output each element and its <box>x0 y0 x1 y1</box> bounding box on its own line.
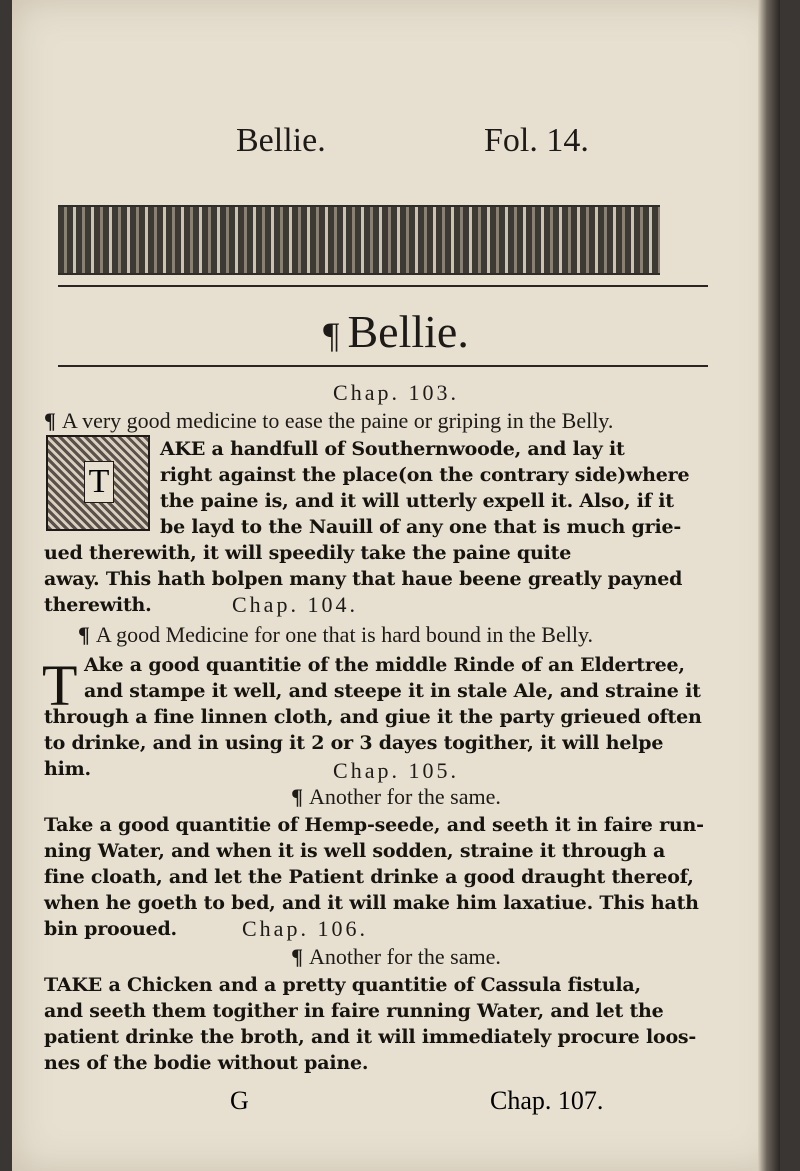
pilcrow-icon: ¶ <box>78 622 90 647</box>
body-line: be layd to the Nauill of any one that is much grie- <box>160 516 682 538</box>
body-line: to drinke, and in using it 2 or 3 dayes togither, it will helpe him. <box>44 732 664 780</box>
chapter-subtitle-104: ¶ A good Medicine for one that is hard bound in the Belly. <box>78 622 594 647</box>
chapter-heading-104: Chap. 104. <box>232 592 358 617</box>
chapter-heading-103: Chap. 103. <box>333 380 459 405</box>
body-line: ning Water, and when it is well sodden, straine it through a <box>44 840 666 862</box>
body-line: Take a good quantitie of Hemp-seede, and seeth it in faire run- <box>44 814 704 836</box>
pilcrow-icon: ¶ <box>323 315 340 355</box>
body-line: fine cloath, and let the Patient drinke a good draught thereof, <box>44 866 694 888</box>
book-spine <box>758 0 780 1171</box>
body-line: bin prooued. <box>44 918 177 940</box>
body-line: therewith. <box>44 594 152 616</box>
initial-letter: T <box>42 653 78 718</box>
header-left: Bellie. <box>236 122 326 159</box>
chapter-heading-105: Chap. 105. <box>333 758 459 783</box>
body-line: AKE a handfull of Southernwoode, and lay it <box>160 438 625 460</box>
body-line: away. This hath bolpen many that haue beene greatly payned <box>44 568 683 590</box>
body-line: nes of the bodie without paine. <box>44 1052 369 1074</box>
body-line: through a fine linnen cloth, and giue it the party grieued often <box>44 706 702 728</box>
pilcrow-icon: ¶ <box>291 944 304 969</box>
body-line: and stampe it well, and steepe it in stale Ale, and straine it <box>84 680 701 702</box>
chapter-subtitle-106: ¶ Another for the same. <box>291 944 501 969</box>
pilcrow-icon: ¶ <box>291 784 304 809</box>
pilcrow-icon: ¶ <box>44 408 56 433</box>
book-page <box>12 0 780 1171</box>
rule-bottom <box>58 365 708 367</box>
ornamental-border <box>58 205 660 275</box>
section-title: ¶ Bellie. <box>323 306 469 357</box>
decorated-initial: T <box>46 435 150 531</box>
body-line: right against the place(on the contrary side)where <box>160 464 690 486</box>
chapter-heading-106: Chap. 106. <box>242 916 368 941</box>
body-line: patient drinke the broth, and it will immediately procure loos- <box>44 1026 697 1048</box>
body-line: and seeth them togither in faire running Water, and let the <box>44 1000 664 1022</box>
signature-mark: G <box>230 1086 249 1115</box>
body-line: Ake a good quantitie of the middle Rinde of an Eldertree, <box>84 654 685 676</box>
catchword: Chap. 107. <box>490 1086 604 1115</box>
body-line: the paine is, and it will utterly expell it. Also, if it <box>160 490 674 512</box>
body-line: when he goeth to bed, and it will make him laxatiue. This hath <box>44 892 699 914</box>
rule-top <box>58 285 708 287</box>
chapter-subtitle-105: ¶ Another for the same. <box>291 784 501 809</box>
body-line: ued therewith, it will speedily take the paine quite <box>44 542 572 564</box>
body-line: TAKE a Chicken and a pretty quantitie of Cassula fistula, <box>44 974 641 996</box>
folio-number: Fol. 14. <box>484 122 589 159</box>
chapter-subtitle-103: ¶ A very good medicine to ease the paine or griping in the Belly. <box>44 408 614 433</box>
